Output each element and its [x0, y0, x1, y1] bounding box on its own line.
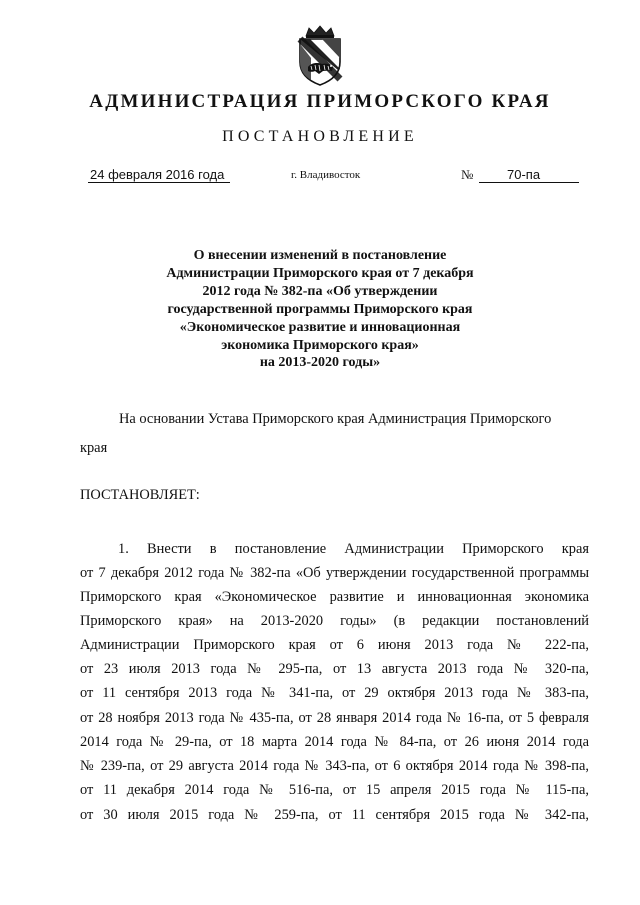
- heading-line: государственной программы Приморского края: [167, 301, 473, 317]
- heading-line: 2012 года № 382-па «Об утверждении: [202, 283, 438, 299]
- heading-line: «Экономическое развитие и инновационная: [179, 319, 461, 335]
- item-1-line: от 23 июля 2013 года № 295-па, от 13 августа 2013 года № 320-па,: [80, 661, 589, 677]
- item-1-line: от 28 ноября 2013 года № 435-па, от 28 января 2014 года № 16-па, от 5 февраля: [80, 710, 589, 726]
- resolution-word: ПОСТАНОВЛЯЕТ:: [80, 487, 200, 503]
- document-city: г. Владивосток: [291, 169, 361, 181]
- heading-line: экономика Приморского края»: [221, 337, 419, 353]
- heading-line: О внесении изменений в постановление: [193, 248, 447, 263]
- document-type: ПОСТАНОВЛЕНИЕ: [222, 128, 418, 145]
- item-1-line: Приморского края» на 2013-2020 годы» (в редакции постановлений: [80, 613, 589, 629]
- basis-paragraph-line: края: [80, 440, 108, 456]
- item-1-line: Приморского края «Экономическое развитие и инновационная экономика: [80, 589, 589, 605]
- item-1-line: № 239-па, от 29 августа 2014 года № 343-па, от 6 октября 2014 года № 398-па,: [80, 758, 589, 774]
- document-heading: [100, 247, 540, 372]
- heading-line: Администрации Приморского края от 7 декабря: [166, 265, 474, 281]
- coat-of-arms-icon: [289, 24, 351, 88]
- heading-line: на 2013-2020 годы»: [259, 355, 381, 371]
- item-1-line: от 7 декабря 2012 года № 382-па «Об утверждении государственной программы: [80, 565, 589, 581]
- item-1-line: от 11 сентября 2013 года № 341-па, от 29 октября 2013 года № 383-па,: [80, 685, 589, 701]
- number-sign: №: [461, 167, 474, 182]
- document-number: 70-па: [479, 167, 579, 183]
- organization-title: АДМИНИСТРАЦИЯ ПРИМОРСКОГО КРАЯ: [89, 91, 551, 112]
- basis-paragraph-line: На основании Устава Приморского края Администрация Приморского: [119, 411, 552, 427]
- document-date: 24 февраля 2016 года: [88, 167, 230, 183]
- item-1-line: от 30 июля 2015 года № 259-па, от 11 сентября 2015 года № 342-па,: [80, 807, 589, 823]
- item-1-line: от 11 декабря 2014 года № 516-па, от 15 апреля 2015 года № 115-па,: [80, 782, 589, 798]
- item-1-line: 1. Внести в постановление Администрации Приморского края: [118, 541, 589, 557]
- item-1-line: Администрации Приморского края от 6 июня 2013 года № 222-па,: [80, 637, 589, 653]
- item-1-line: 2014 года № 29-па, от 18 марта 2014 года № 84-па, от 26 июня 2014 года: [80, 734, 589, 750]
